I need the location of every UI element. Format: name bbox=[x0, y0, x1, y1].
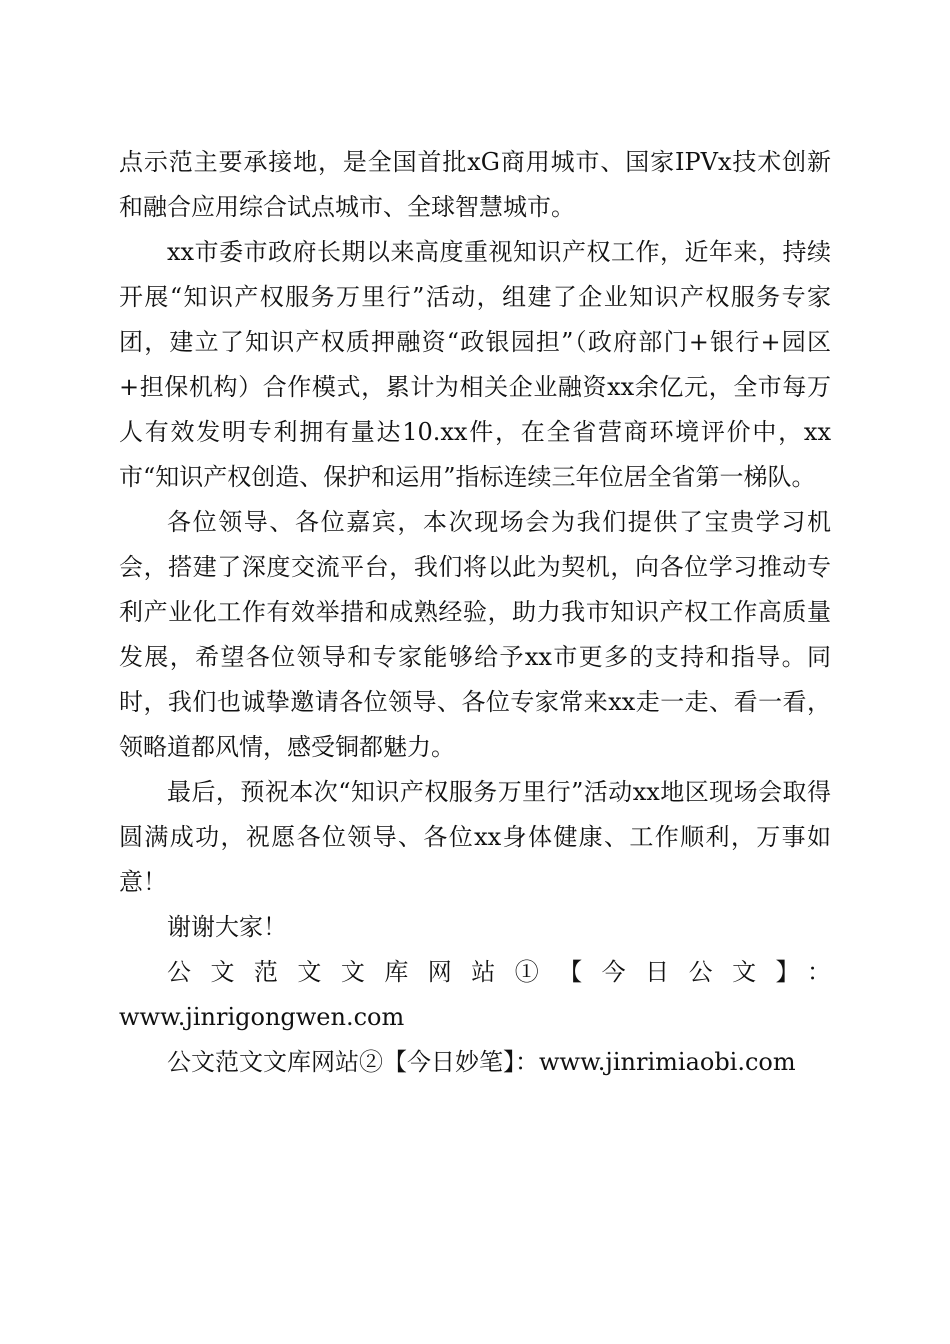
footer-site1-url[interactable]: www.jinrigongwen.com bbox=[119, 1003, 405, 1031]
document-page bbox=[119, 140, 831, 1085]
paragraph-city-intro: 点示范主要承接地，是全国首批xG商用城市、国家IPVx技术创新和融合应用综合试点城市、全球智慧城市。 bbox=[119, 148, 831, 221]
footer-site2[interactable]: 公文范文文库网站②【今日妙笔】：www.jinrimiaobi.com bbox=[167, 1048, 796, 1076]
paragraph-ip-work: xx市委市政府长期以来高度重视知识产权工作，近年来，持续开展“知识产权服务万里行”活动，组建了企业知识产权服务专家团，建立了知识产权质押融资“政银园担”（政府部门+银行+园区+担保机构）合作模式，累计为相关企业融资xx余亿元，全市每万人有效发明专利拥有量达10.xx件，在全省营商环境评价中，xx市“知识产权创造、保护和运用”指标连续三年位居全省第一梯队。 bbox=[119, 238, 831, 491]
paragraph-welcome: 各位领导、各位嘉宾，本次现场会为我们提供了宝贵学习机会，搭建了深度交流平台，我们将以此为契机，向各位学习推动专利产业化工作有效举措和成熟经验，助力我市知识产权工作高质量发展，希望各位领导和专家能够给予xx市更多的支持和指导。同时，我们也诚挚邀请各位领导、各位专家常来xx走一走、看一看，领略道都风情，感受铜都魅力。 bbox=[119, 508, 831, 761]
footer-site1-label: 公文范文文库网站①【今日公文】： bbox=[167, 958, 831, 986]
paragraph-thanks: 谢谢大家！ bbox=[167, 913, 287, 941]
paragraph-closing-wishes: 最后，预祝本次“知识产权服务万里行”活动xx地区现场会取得圆满成功，祝愿各位领导、各位xx身体健康、工作顺利，万事如意！ bbox=[119, 778, 831, 896]
